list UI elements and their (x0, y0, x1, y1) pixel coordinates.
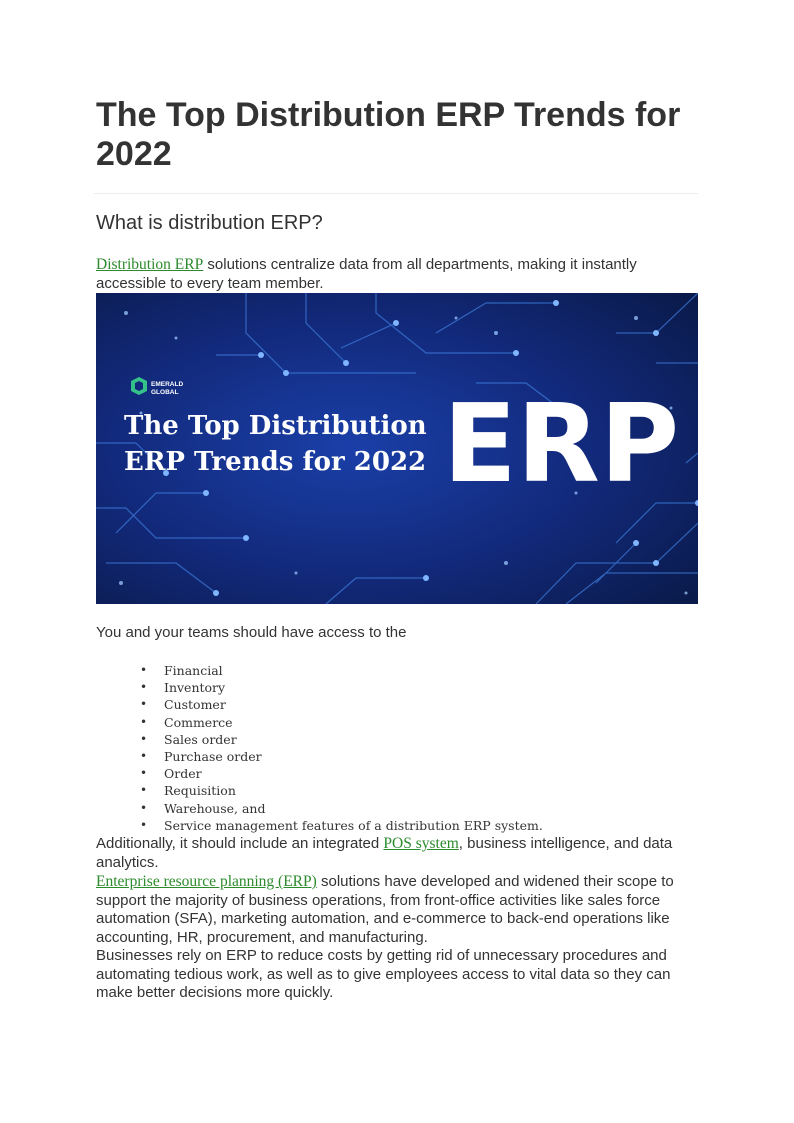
erp-paragraph: Enterprise resource planning (ERP) solutions have developed and widened their scope to support the majority of business operations, from front-office activities like sales force automation (SFA), marketing automation, and e-commerce to back-end operations like accounting, HR, procurement, and manufacturing. (96, 873, 674, 946)
bullet-icon: • (140, 731, 148, 746)
hero-big-word: ERP (443, 382, 680, 507)
enterprise-resource-planning-link[interactable]: Enterprise resource planning (ERP) (96, 873, 317, 890)
distribution-erp-link[interactable]: Distribution ERP (96, 256, 204, 273)
bullet-icon: • (140, 766, 148, 781)
additional-paragraph: Additionally, it should include an integrated POS system, business intelligence, and data analytics. (96, 835, 673, 871)
closing-paragraph: Businesses rely on ERP to reduce costs by getting rid of unnecessary procedures and automating tedious work, as well as to give employees access to vital data so they can make better decisions more quickly. (96, 947, 671, 1001)
brand-name-line1: EMERALD (151, 381, 184, 388)
intro-text: solutions centralize data from all departments, making it instantly accessible to every team member. (96, 256, 637, 292)
intro-paragraph (96, 256, 698, 293)
divider (94, 193, 698, 194)
list-item: • Financial (140, 663, 223, 678)
brand-name-line2: GLOBAL (151, 389, 179, 396)
bullet-icon: • (140, 817, 148, 832)
feature-list (96, 662, 543, 834)
list-item: • Order (140, 766, 202, 782)
page-title: The Top Distribution ERP Trends for 2022 (96, 96, 681, 173)
list-item: • Customer (140, 697, 226, 713)
bullet-icon: • (140, 663, 148, 677)
access-intro: You and your teams should have access to the (96, 624, 407, 641)
bullet-icon: • (140, 697, 148, 712)
list-item: • Warehouse, and (140, 800, 266, 816)
list-item: • Inventory (140, 680, 226, 696)
list-item: • Commerce (140, 714, 233, 730)
list-item: • Purchase order (140, 748, 262, 764)
bullet-icon: • (140, 783, 148, 798)
bullet-icon: • (140, 748, 148, 763)
section-heading: What is distribution ERP? (96, 212, 323, 234)
hero-image (96, 293, 698, 604)
hero-headline-line2: ERP Trends for 2022 (124, 447, 427, 477)
bullet-icon: • (140, 714, 148, 729)
pos-system-link[interactable]: POS system (383, 835, 459, 852)
bullet-icon: • (140, 800, 148, 815)
list-item: • Service management features of a distribution ERP system. (140, 817, 543, 833)
list-item: • Requisition (140, 783, 236, 799)
bullet-icon: • (140, 680, 148, 695)
list-item: • Sales order (140, 731, 237, 747)
hero-headline-line1: The Top Distribution (124, 411, 427, 441)
